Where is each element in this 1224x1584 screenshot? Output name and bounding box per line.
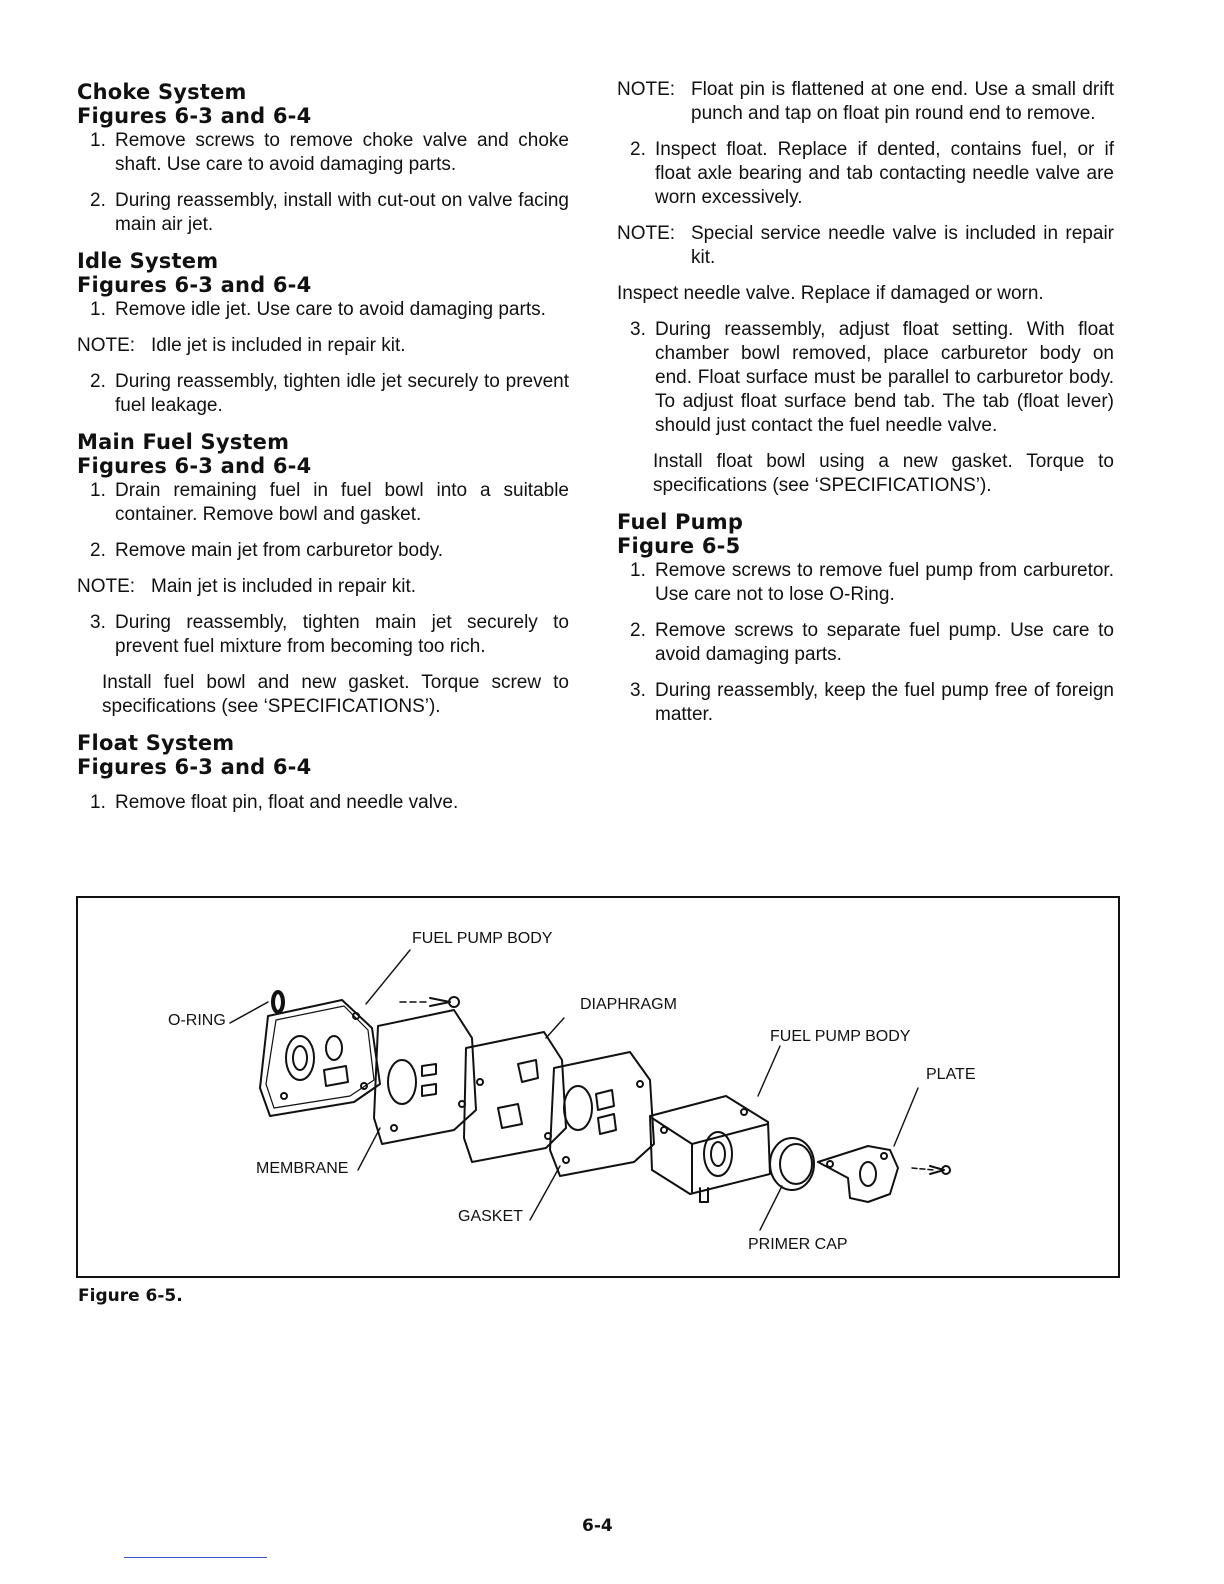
step-text: During reassembly, install with cut-out on valve facing main air jet. [115,190,569,235]
figure-6-5 [76,896,1120,1278]
choke-system-figref: Figures 6-3 and 6-4 [77,104,312,128]
plate-part [818,1146,898,1202]
idle-step-2 [77,370,569,418]
label-gasket: GASKET [458,1208,523,1225]
idle-step-1 [77,298,569,322]
note-label: NOTE: [77,335,136,356]
choke-step-1 [77,129,569,177]
step-number: 2. [630,139,646,160]
step-text: Remove screws to separate fuel pump. Use care to avoid damaging parts. [655,620,1114,665]
needle-valve-note [617,222,1114,270]
step-number: 3. [90,612,106,633]
step-text: During reassembly, keep the fuel pump free of foreign matter. [655,680,1114,725]
fuel-pump-body-right-part [650,1096,770,1202]
step-number: 1. [90,130,106,151]
leader-plate [894,1088,918,1146]
note-label: NOTE: [617,223,676,244]
label-fuel-pump-body-top: FUEL PUMP BODY [412,930,553,947]
step-text: Drain remaining fuel in fuel bowl into a suitable container. Remove bowl and gasket. [115,480,569,525]
float-system-title: Float System [77,731,235,755]
idle-system-title: Idle System [77,249,219,273]
main-fuel-step-2 [77,539,569,563]
label-fuel-pump-body-right: FUEL PUMP BODY [770,1028,911,1045]
float-system-figref: Figures 6-3 and 6-4 [77,755,312,779]
fuel-pump-step-2 [617,619,1114,667]
label-membrane: MEMBRANE [256,1160,349,1177]
leader-gasket [530,1166,560,1220]
label-primer-cap: PRIMER CAP [748,1236,848,1253]
step-number: 2. [90,540,106,561]
step-text: Remove idle jet. Use care to avoid damaging parts. [115,299,546,320]
figure-caption: Figure 6-5. [78,1286,183,1306]
main-fuel-note [77,575,569,599]
step-text: Inspect float. Replace if dented, contains fuel, or if float axle bearing and tab contacting needle valve are worn excessively. [655,139,1114,208]
leader-primer-cap [760,1186,782,1230]
primer-cap-part [770,1138,814,1190]
step-number: 2. [90,190,106,211]
step-number: 3. [630,319,646,340]
step-text: Remove main jet from carburetor body. [115,540,444,561]
choke-system-title: Choke System [77,80,247,104]
step-text: Remove float pin, float and needle valve. [115,792,459,813]
inspect-needle-valve: Inspect needle valve. Replace if damaged or worn. [617,283,1044,304]
step-number: 1. [90,299,106,320]
fuel-pump-body-left-part [260,1000,380,1116]
leader-diaphragm [546,1018,564,1038]
fuel-pump-step-1 [617,559,1114,607]
float-step-1 [77,791,569,815]
bottom-rule [124,1557,267,1558]
note-text: Float pin is flattened at one end. Use a small drift punch and tap on float pin round end to remove. [691,79,1114,124]
leader-lines [358,950,918,1230]
step-number: 2. [90,371,106,392]
fuel-pump-step-3 [617,679,1114,727]
leader-membrane [358,1128,380,1170]
choke-step-2 [77,189,569,237]
screw-right-part [912,1166,950,1174]
main-fuel-system-figref: Figures 6-3 and 6-4 [77,454,312,478]
step-number: 3. [630,680,646,701]
leader-fuel-pump-body-right [758,1046,780,1096]
leader-fuel-pump-body-top [366,950,410,1004]
step-text: During reassembly, adjust float setting. With float chamber bowl removed, place carburetor body on end. Float surface must be parallel to carburetor body. To adjust float surface bend tab. The tab (float lever) should just contact the fuel needle valve. [655,319,1114,436]
o-ring-part [230,992,283,1023]
membrane-part [374,1010,476,1144]
fuel-pump-figref: Figure 6-5 [617,534,741,558]
main-fuel-step-1 [77,479,569,527]
note-text: Main jet is included in repair kit. [151,576,417,597]
right-column [617,78,1114,739]
step-text: Remove screws to remove choke valve and choke shaft. Use care to avoid damaging parts. [115,130,569,175]
note-text: Idle jet is included in repair kit. [151,335,406,356]
main-fuel-install: Install fuel bowl and new gasket. Torque screw to specifications (see ‘SPECIFICATIONS’). [102,672,569,717]
idle-note [77,334,569,358]
label-diaphragm: DIAPHRAGM [580,996,677,1013]
float-step-2 [617,138,1114,210]
main-fuel-step-3 [77,611,569,659]
label-o-ring: O-RING [168,1012,226,1029]
main-fuel-system-title: Main Fuel System [77,430,290,454]
step-text: During reassembly, tighten idle jet securely to prevent fuel leakage. [115,371,569,416]
step-number: 1. [90,792,106,813]
step-text: During reassembly, tighten main jet securely to prevent fuel mixture from becoming too rich. [115,612,569,657]
step-number: 1. [630,560,646,581]
note-label: NOTE: [77,576,136,597]
page-number: 6-4 [582,1516,613,1536]
left-column [77,78,569,827]
float-step-3 [617,318,1114,438]
label-plate: PLATE [926,1066,976,1083]
step-text: Remove screws to remove fuel pump from carburetor. Use care not to lose O-Ring. [655,560,1114,605]
fuel-pump-exploded-diagram [78,898,1118,1276]
step-number: 1. [90,480,106,501]
screw-top-part [400,997,459,1007]
step-number: 2. [630,620,646,641]
float-pin-note [617,78,1114,126]
note-text: Special service needle valve is included in repair kit. [691,223,1114,268]
idle-system-figref: Figures 6-3 and 6-4 [77,273,312,297]
float-install: Install float bowl using a new gasket. Torque to specifications (see ‘SPECIFICATIONS’). [653,451,1114,496]
fuel-pump-title: Fuel Pump [617,510,744,534]
note-label: NOTE: [617,79,676,100]
